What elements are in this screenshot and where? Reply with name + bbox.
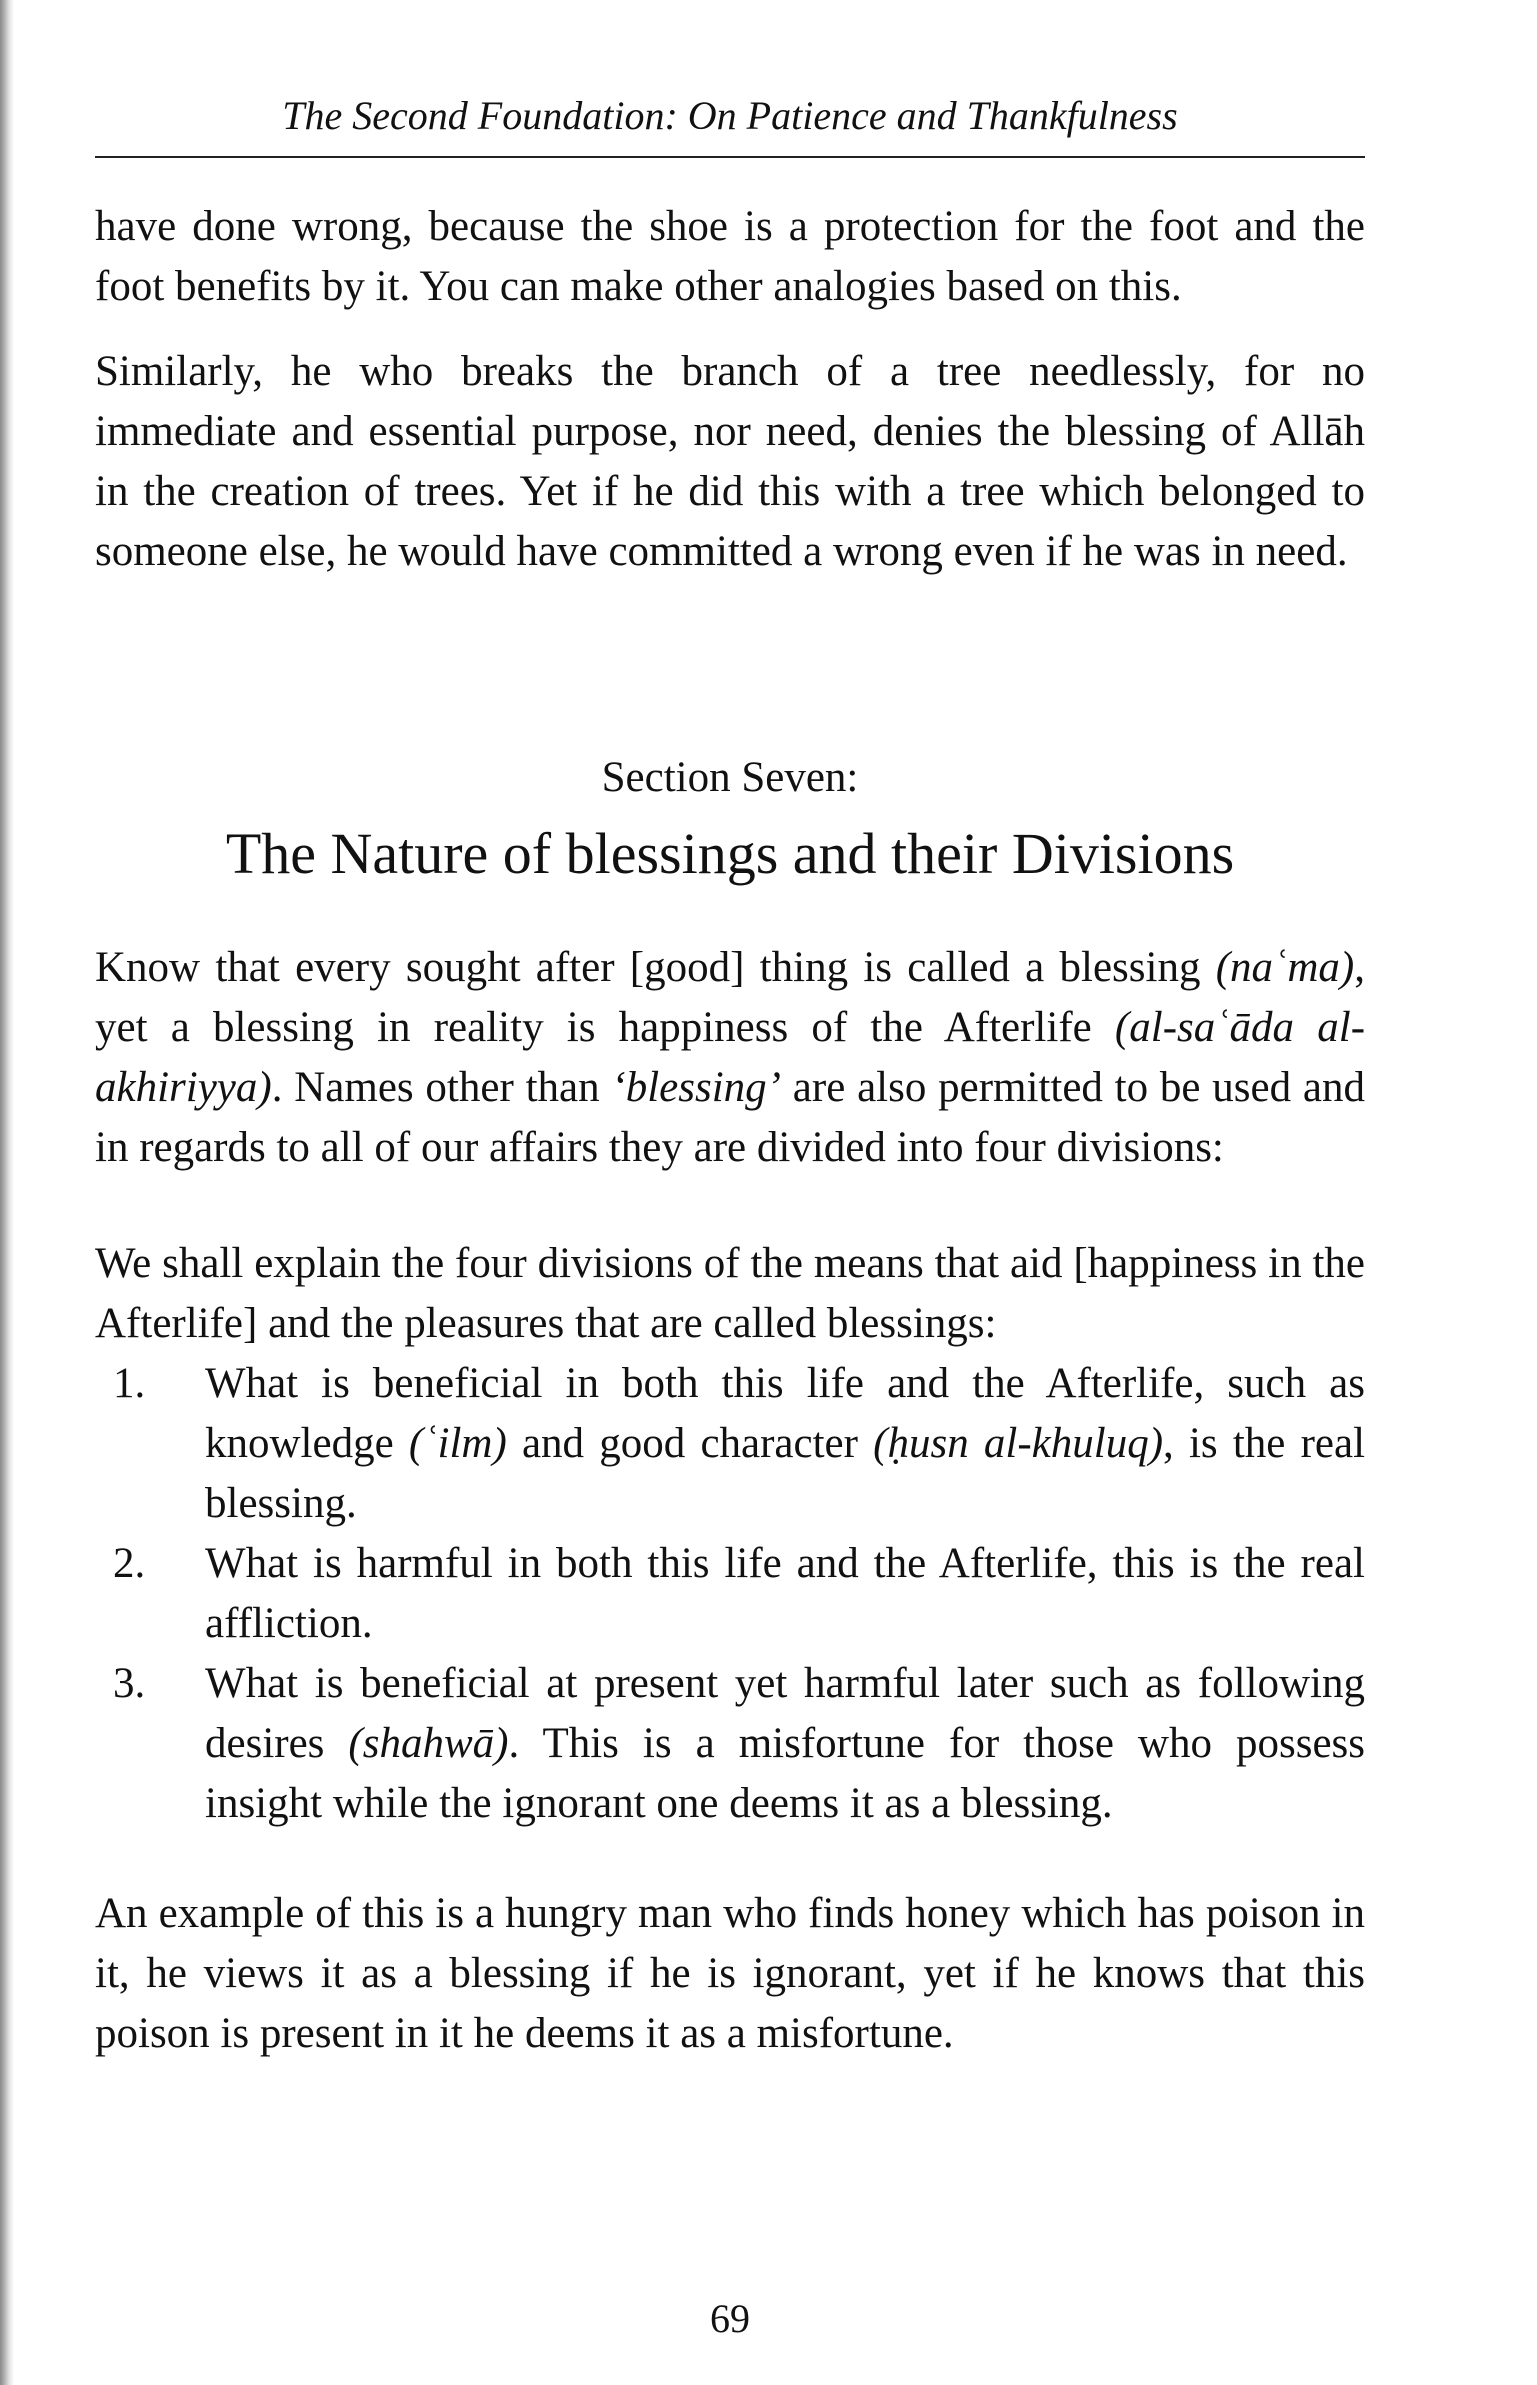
p3-text-a: Know that every sought after [good] thing is called a blessing xyxy=(95,944,1216,991)
paragraph-four-divisions-intro: We shall explain the four divisions of the means that aid [happiness in the Afterlife] and the pleasures that are called blessings: xyxy=(95,1240,1365,1347)
list-item-term-husn: (ḥusn al-khuluq) xyxy=(873,1420,1164,1467)
p3-text-e: . Names other than xyxy=(271,1064,612,1111)
paragraph-honey-example: An example of this is a hungry man who finds honey which has poison in it, he views it as a blessing if he is ignorant, yet if he knows that this poison is present in it he deems it as a misfortune. xyxy=(95,1890,1365,2057)
list-item xyxy=(95,1534,1365,1654)
list-item-number: 1. xyxy=(113,1360,146,1407)
list-item-number: 2. xyxy=(113,1540,146,1587)
list-item-number: 3. xyxy=(113,1660,146,1707)
page-number: 69 xyxy=(710,2296,750,2341)
paragraph-continuation: have done wrong, because the shoe is a protection for the foot and the foot benefits by it. You can make other analogies based on this. xyxy=(95,203,1365,310)
list-item-text: What is beneficial in both this life and the Afterlife, such as knowledge xyxy=(205,1360,1365,1467)
section-title: The Nature of blessings and their Divisions xyxy=(225,821,1235,886)
list-item-text: and good character xyxy=(506,1420,874,1467)
p3-text-c: , yet a blessing in reality is happiness of the Afterlife xyxy=(95,944,1365,1051)
running-header: The Second Foundation: On Patience and Thankfulness xyxy=(282,93,1178,138)
paragraph-tree-branch: Similarly, he who breaks the branch of a tree needlessly, for no immediate and essential purpose, nor need, denies the blessing of Allāh in the creation of trees. Yet if he did this with a tree which belonged to someone else, he would have committed a wrong even if he was in need. xyxy=(95,348,1365,575)
list-item-text: . This is a misfortune for those who possess insight while the ignorant one deems it as a blessing. xyxy=(205,1720,1366,1827)
paragraph-nature-of-blessing xyxy=(95,938,1365,1178)
list-item xyxy=(95,1354,1365,1534)
list-item-term-shahwa: (shahwā) xyxy=(348,1720,509,1767)
list-item-text: What is beneficial at present yet harmful later such as following desires xyxy=(205,1660,1365,1767)
p3-term-blessing: ‘blessing’ xyxy=(611,1064,781,1111)
list-item-text: , is the real blessing. xyxy=(205,1420,1366,1527)
list-item xyxy=(95,1654,1365,1834)
list-item-text: What is harmful in both this life and the Afterlife, this is the real affliction. xyxy=(205,1540,1365,1647)
p3-term-nama: (naʿma) xyxy=(1215,944,1355,991)
list-item-term-ilm: (ʿilm) xyxy=(408,1420,507,1467)
divisions-list xyxy=(95,1354,1365,1834)
section-label: Section Seven: xyxy=(601,754,859,801)
scan-shadow-edge xyxy=(0,0,14,2385)
p3-text-g: are also permitted to be used and in regards to all of our affairs they are divided into four divisions: xyxy=(95,1064,1365,1171)
header-rule xyxy=(95,156,1365,158)
p3-term-al-saada: (al-saʿāda al-akhiriyya) xyxy=(95,1004,1366,1111)
